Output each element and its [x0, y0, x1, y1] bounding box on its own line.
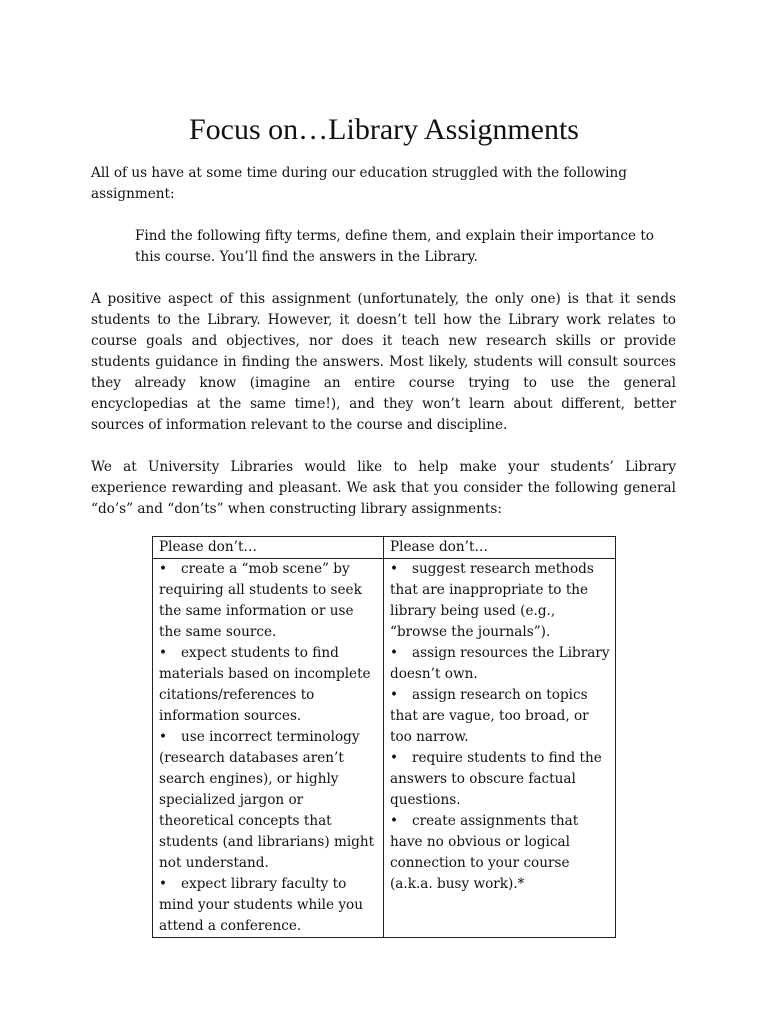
list-item-text: expect students to find materials based on incomplete citations/references to information sources.	[159, 645, 371, 724]
list-item	[390, 685, 610, 748]
bullet-icon: •	[159, 645, 168, 661]
right-item-list	[390, 559, 610, 895]
list-item-text: use incorrect terminology (research databases aren’t search engines), or highly specialized jargon or theoretical concepts that students (and librarians) might not understand.	[159, 729, 375, 871]
sample-assignment-quote: Find the following fifty terms, define them, and explain their importance to this course. You’ll find the answers in the Library.	[135, 228, 654, 265]
list-item	[159, 559, 378, 643]
list-item	[390, 748, 610, 811]
list-item	[390, 559, 610, 643]
bullet-icon: •	[390, 687, 399, 703]
list-item-text: require students to find the answers to obscure factual questions.	[390, 750, 602, 808]
bullet-icon: •	[390, 750, 399, 766]
left-column-cell	[153, 559, 384, 938]
table-header-left: Please don’t…	[153, 537, 384, 559]
bullet-icon: •	[390, 645, 399, 661]
list-item	[159, 727, 378, 874]
list-item-text: suggest research methods that are inappropriate to the library being used (e.g., “browse the journals”).	[390, 561, 594, 640]
list-item	[390, 811, 610, 895]
positive-aspect-paragraph: A positive aspect of this assignment (unfortunately, the only one) is that it sends students to the Library. However, it doesn’t tell how the Library work relates to course goals and objectives, nor does it teach new research skills or provide students guidance in finding the answers. Most likely, students will consult sources they already know (imagine an entire course trying to use the general encyclopedias at the same time!), and they won’t learn about different, better sources of information relevant to the course and discipline.	[91, 291, 676, 433]
bullet-icon: •	[390, 561, 399, 577]
list-item	[159, 874, 378, 937]
list-item-text: expect library faculty to mind your students while you attend a conference.	[159, 876, 363, 934]
donts-table	[152, 536, 616, 938]
document-title: Focus on…Library Assignments	[189, 113, 579, 146]
bullet-icon: •	[390, 813, 399, 829]
left-item-list	[159, 559, 378, 937]
table-header-row	[153, 537, 616, 559]
request-paragraph: We at University Libraries would like to help make your students’ Library experience rewarding and pleasant. We ask that you consider the following general “do’s” and “don’ts” when constructing library assignments:	[91, 459, 676, 517]
list-item	[159, 643, 378, 727]
right-column-cell	[384, 559, 616, 938]
intro-paragraph: All of us have at some time during our education struggled with the following assignment:	[91, 165, 627, 202]
bullet-icon: •	[159, 729, 168, 745]
list-item	[390, 643, 610, 685]
bullet-icon: •	[159, 561, 168, 577]
table-row	[153, 559, 616, 938]
list-item-text: create a “mob scene” by requiring all students to seek the same information or use the same source.	[159, 561, 362, 640]
list-item-text: create assignments that have no obvious or logical connection to your course (a.k.a. busy work).*	[390, 813, 579, 892]
list-item-text: assign resources the Library doesn’t own.	[390, 645, 610, 682]
table-header-right: Please don’t…	[384, 537, 616, 559]
list-item-text: assign research on topics that are vague, too broad, or too narrow.	[390, 687, 589, 745]
bullet-icon: •	[159, 876, 168, 892]
